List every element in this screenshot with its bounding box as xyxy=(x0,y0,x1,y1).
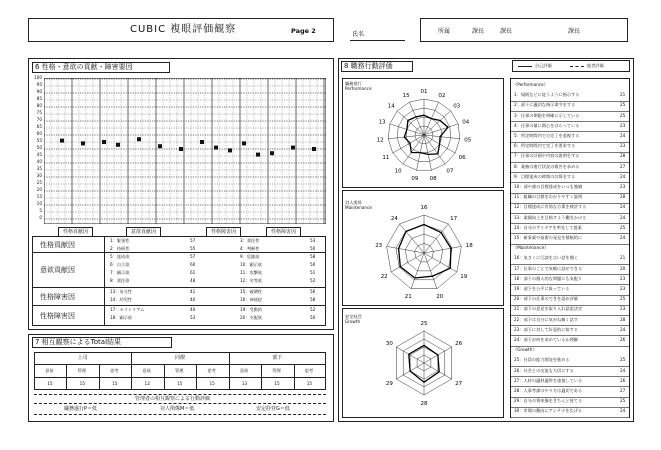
factor-item-score: 40 xyxy=(190,297,196,302)
y-tick: 85 xyxy=(36,96,42,101)
factor-item-name: 16：神経症 xyxy=(240,297,263,302)
factor-item-score: 50 xyxy=(310,246,316,251)
total-subhead: 思考 xyxy=(207,368,216,373)
radar-spoke xyxy=(424,246,461,253)
list-item-score: 26 xyxy=(620,337,626,342)
radar-axis-label: 07 xyxy=(446,168,454,175)
factor-group-label: 性格障害因 xyxy=(40,312,75,320)
list-item-score: 25 xyxy=(620,102,626,108)
foot-item-1: 職務遂行P＝低 xyxy=(64,406,98,412)
grid-score-mark xyxy=(102,140,106,144)
total-value: 12 xyxy=(144,381,150,386)
grid-score-mark xyxy=(81,141,85,145)
list-item: 12：目標達成に有効な方策を検討する xyxy=(514,204,587,210)
total-table-divider xyxy=(229,352,230,390)
radar-axis-label: 10 xyxy=(394,168,402,175)
group-label-1: 性格貢献因 xyxy=(58,227,93,237)
factor-item-name: 17：セラトリアム xyxy=(110,307,145,312)
radar-axis-label: 08 xyxy=(429,176,437,182)
meta-label-2: 課長 xyxy=(472,28,485,35)
y-tick: 45 xyxy=(36,152,42,157)
radar-spoke xyxy=(424,253,457,272)
radar-axis-label: 18 xyxy=(465,243,473,249)
radar-spoke xyxy=(424,111,451,135)
y-tick: 75 xyxy=(36,110,42,115)
radar-axis-label: 25 xyxy=(420,321,428,327)
total-value: 15 xyxy=(47,381,53,386)
section7-title: 7 相互観察によるTotal結果 xyxy=(35,338,122,346)
total-table-divider xyxy=(131,352,132,390)
total-value: 15 xyxy=(79,381,85,386)
factor-item-name: 6：自立欲 xyxy=(110,262,130,267)
factor-item-score: 53 xyxy=(310,238,316,243)
radar-3-name: 安定経営 xyxy=(345,314,362,319)
total-table-subdivider xyxy=(99,364,100,390)
factor-item-score: 61 xyxy=(190,270,196,275)
list-item: 24：部下が何を求めているか理解 xyxy=(514,337,578,342)
factor-item-name: 4：判断性 xyxy=(240,246,260,251)
list-item: 26：社会との交流も大切にする xyxy=(514,367,574,373)
list-item-score: 23 xyxy=(620,184,626,189)
group-label-4: 性格障害因 xyxy=(266,227,301,237)
list-item: 5：所定時間内での完了を重視する xyxy=(514,133,580,138)
y-tick: 10 xyxy=(36,201,42,206)
grid-border xyxy=(44,78,326,224)
radar-1-sub: Performance xyxy=(345,86,372,91)
factor-group-label: 性格貢献因 xyxy=(40,240,75,249)
list-item-score: 25 xyxy=(620,224,626,230)
list-item: 1：規則などに従うように指示する xyxy=(514,92,580,98)
list-item-score: 28 xyxy=(620,194,626,200)
list-item: 16：気さくに冗談を言い話を聞く xyxy=(514,255,578,261)
list-item: 25：社員の能力開発を進める xyxy=(514,357,570,363)
legend-other-line xyxy=(570,66,584,67)
radar-spoke xyxy=(397,111,424,135)
list-item: 18：部下の個人的な問題にも気配り xyxy=(514,275,583,281)
radar-axis-label: 06 xyxy=(458,155,466,161)
factor-group-label: 意欲貢献因 xyxy=(40,266,75,274)
list-item-score: 24 xyxy=(620,133,626,138)
y-tick: 100 xyxy=(34,75,42,80)
grid-score-mark xyxy=(256,153,260,157)
grid-score-mark xyxy=(60,139,64,143)
radar-axis-label: 17 xyxy=(450,215,458,222)
factor-row-sep-1 xyxy=(32,252,326,253)
total-subhead: 思考 xyxy=(304,368,314,373)
list-rule xyxy=(511,417,629,418)
y-tick: 20 xyxy=(36,187,42,192)
meta-label-4: 課長 xyxy=(568,28,581,35)
list-item: 23：部下に対して好意的に接する xyxy=(514,326,578,332)
total-subhead: 思考 xyxy=(110,368,119,373)
total-subhead: 管理 xyxy=(77,368,87,373)
total-table-subdivider xyxy=(164,364,165,390)
radar-axis-label: 22 xyxy=(380,274,388,280)
radar-3-sub: Growth xyxy=(345,319,361,324)
grid-score-mark xyxy=(228,148,232,152)
radar-axis-label: 20 xyxy=(436,294,444,301)
grid-score-mark xyxy=(312,147,316,151)
factor-item-name: 5：達成欲 xyxy=(110,254,130,259)
y-tick: 0 xyxy=(39,215,42,220)
list-item: 3：仕事の期限を明確に示している xyxy=(514,112,580,118)
y-tick: 70 xyxy=(36,117,42,122)
y-tick: 90 xyxy=(36,89,42,94)
legend-self: 自己評価 xyxy=(535,63,552,68)
header-rule xyxy=(350,40,405,41)
factor-item-name: 19：受動的 xyxy=(240,307,263,312)
list-item: 28：人事考課のやり方は適切である xyxy=(514,388,583,393)
list-item-score: 24 xyxy=(620,235,626,240)
factor-item-score: 50 xyxy=(310,262,316,267)
meta-label-1: 所属 xyxy=(438,28,451,35)
total-table-rule xyxy=(34,377,326,378)
list-item-score: 23 xyxy=(620,286,626,291)
factor-item-name: 9：危険欲 xyxy=(240,254,260,259)
list-item: 30：市場の動向にアンテナを広げる xyxy=(514,408,582,414)
list-item-score: 23 xyxy=(620,143,626,149)
list-item-score: 24 xyxy=(620,408,626,414)
list-item: 27：人材の適材適所を重視している xyxy=(514,377,583,383)
section6-grid xyxy=(44,78,326,224)
factor-item-name: 8：責任欲 xyxy=(110,278,130,283)
factor-item-name: 3：責任性 xyxy=(240,238,260,243)
factor-item-name: 10：顕示欲 xyxy=(240,262,263,267)
factor-item-name: 7：顕示欲 xyxy=(110,270,130,275)
factor-item-score: 40 xyxy=(190,307,196,312)
radar-2-name: 対人関係 xyxy=(345,200,362,205)
list-item-score: 24 xyxy=(620,173,626,179)
radar-spoke xyxy=(387,246,424,253)
y-tick: 5 xyxy=(39,208,42,213)
meta-box xyxy=(420,18,628,42)
radar-axis-label: 13 xyxy=(378,119,386,126)
radar-axis-label: 15 xyxy=(402,92,410,99)
total-subhead: 意欲 xyxy=(45,368,54,373)
grid-score-mark xyxy=(291,146,295,150)
list-item-score: 24 xyxy=(620,367,626,373)
list-item: 4：仕事の量に関心をはらっている xyxy=(514,122,580,128)
radar-axis-label: 05 xyxy=(464,137,472,144)
list-item: 22：部下は自分に気がね無く話す xyxy=(514,316,578,322)
list-item-score: 23 xyxy=(620,275,626,281)
list-item: 21：部下の意見を取り入れ意思決定 xyxy=(514,306,583,312)
total-subhead: 管理 xyxy=(272,368,281,373)
total-table-subdivider xyxy=(294,364,295,390)
radar-2-sub: Maintenance xyxy=(345,205,372,210)
factor-item-score: 52 xyxy=(310,307,316,312)
radar-axis-label: 27 xyxy=(455,381,463,387)
factor-item-name: 20：支配欲 xyxy=(240,315,263,320)
foot-item-2: 対人関係M＝低 xyxy=(160,406,195,412)
radar-axis-label: 03 xyxy=(453,103,461,110)
page-number: Page 2 xyxy=(291,27,316,35)
total-group-head: 上司 xyxy=(77,355,88,361)
list-section-head: 《Performance》 xyxy=(513,82,548,87)
total-table-subdivider xyxy=(261,364,262,390)
total-table-subdivider xyxy=(196,364,197,390)
section7-foot-title: 管理者の相互観察による行動評価 xyxy=(135,396,211,402)
group-label-3: 性格障害因 xyxy=(206,227,241,237)
radar-axis-label: 02 xyxy=(438,92,446,99)
list-item-score: 24 xyxy=(620,326,626,332)
factor-table-divider xyxy=(104,236,105,326)
section7-dash-2 xyxy=(34,403,326,404)
list-section-head: 《Growth》 xyxy=(513,347,537,353)
factor-item-name: 11：攻撃欲 xyxy=(240,270,263,275)
group-label-2: 意欲貢献因 xyxy=(126,227,161,237)
radar-axis-label: 21 xyxy=(404,294,412,301)
factor-row-sep-3 xyxy=(32,305,326,306)
list-section-head: 《Maintenance》 xyxy=(513,245,549,251)
radar-axis-label: 12 xyxy=(376,137,384,144)
list-item: 20：部下の仕事のできを認め評価 xyxy=(514,296,578,302)
total-subhead: 管理 xyxy=(175,368,184,373)
y-tick: 15 xyxy=(36,194,42,199)
list-item-score: 25 xyxy=(620,357,626,363)
y-tick: 60 xyxy=(36,131,42,136)
factor-item-name: 18：顕示欲 xyxy=(110,315,133,320)
grid-score-mark xyxy=(242,141,246,145)
factor-table xyxy=(32,236,326,326)
list-item: 10：部や課の目標達成をいつも強調 xyxy=(514,184,583,189)
radar-axis-label: 16 xyxy=(420,205,428,211)
radar-axis-label: 29 xyxy=(385,381,393,387)
y-tick: 25 xyxy=(36,180,42,185)
list-item: 13：業績向上を目指すよう働きかける xyxy=(514,214,587,220)
factor-item-score: 52 xyxy=(310,278,316,283)
factor-item-score: 58 xyxy=(310,254,316,259)
grid-score-mark xyxy=(116,143,120,147)
y-tick: 40 xyxy=(36,159,42,164)
y-tick: 35 xyxy=(36,166,42,171)
y-tick: 80 xyxy=(36,103,42,108)
list-item-score: 24 xyxy=(620,204,626,210)
radar-axis-label: 01 xyxy=(420,89,428,95)
list-item-score: 26 xyxy=(620,377,626,383)
radar-axis-label: 30 xyxy=(385,341,393,347)
list-item: 14：自分のアイデアを率先して提案 xyxy=(514,224,582,230)
y-tick: 65 xyxy=(36,124,42,129)
list-item-score: 23 xyxy=(620,306,626,312)
factor-item-name: 2：持続性 xyxy=(110,246,130,251)
factor-item-score: 56 xyxy=(310,289,316,294)
factor-item-name: 1：緊張性 xyxy=(110,238,130,243)
grid-score-mark xyxy=(200,140,204,144)
radar-spoke xyxy=(391,253,424,272)
list-item-score: 25 xyxy=(620,398,626,404)
list-item-score: 21 xyxy=(620,255,626,261)
page-title: CUBIC 複眼評価観察 xyxy=(130,24,237,35)
y-tick: 95 xyxy=(36,82,42,87)
radar-spoke xyxy=(424,124,458,135)
list-item-score: 23 xyxy=(620,122,626,128)
list-item-score: 20 xyxy=(620,265,626,271)
factor-item-score: 51 xyxy=(310,270,316,275)
factor-item-name: 12：劣等欲 xyxy=(240,278,263,283)
radar-1-name: 職務遂行 xyxy=(345,81,362,86)
total-table-rule xyxy=(34,364,326,365)
list-item: 15：新事業や技術の発見を積極的に xyxy=(514,235,583,240)
radar-axis-label: 28 xyxy=(420,401,428,407)
grid-score-mark xyxy=(137,137,141,141)
list-item: 9：目標達成の時間の計算をする xyxy=(514,173,576,179)
total-value: 15 xyxy=(209,381,215,386)
radar-axis-label: 24 xyxy=(390,215,398,222)
list-item-score: 28 xyxy=(620,316,626,322)
factor-item-name: 14：幼児性 xyxy=(110,297,133,302)
list-item-score: 28 xyxy=(620,153,626,159)
factor-group-label: 性格障害因 xyxy=(40,292,75,301)
factor-item-score: 57 xyxy=(190,238,196,243)
y-tick: 30 xyxy=(36,173,42,178)
total-value: 15 xyxy=(177,381,183,386)
meta-label-3: 課長 xyxy=(500,28,513,35)
grid-score-mark xyxy=(214,146,218,150)
section6-title: 6 性格・意欲の貢献・障害要因 xyxy=(35,63,133,71)
grid-score-mark xyxy=(158,144,162,148)
legend-other: 他者評価 xyxy=(587,63,604,68)
radar-self-series xyxy=(404,115,448,154)
factor-item-score: 41 xyxy=(190,289,196,294)
total-value: 13 xyxy=(241,381,248,386)
list-item: 2：部下に適切な指示命令をする xyxy=(514,102,576,108)
total-group-head: 部下 xyxy=(272,355,283,361)
factor-item-score: 53 xyxy=(190,315,196,320)
factor-row-sep-2 xyxy=(32,287,326,288)
factor-item-score: 55 xyxy=(190,246,196,251)
section7-dash-3 xyxy=(34,414,326,415)
foot-item-3: 安定経営G＝低 xyxy=(256,406,290,412)
total-group-head: 同僚 xyxy=(175,355,186,361)
total-value: 15 xyxy=(112,381,118,386)
section7-dash-1 xyxy=(34,394,326,395)
list-item-score: 21 xyxy=(620,92,626,98)
list-item: 6：所定時間内で完了を要求する xyxy=(514,143,576,149)
list-item-score: 24 xyxy=(620,214,626,220)
list-item-score: 27 xyxy=(620,163,626,169)
total-value: 15 xyxy=(306,381,313,386)
grid-score-mark xyxy=(270,151,274,155)
radar-axis-label: 23 xyxy=(375,243,383,249)
factor-item-score: 58 xyxy=(310,297,316,302)
radar-axis-label: 04 xyxy=(462,119,470,126)
list-item: 19：部下を公平に扱っている xyxy=(514,286,570,291)
total-subhead: 意欲 xyxy=(142,368,151,373)
radar-axis-label: 14 xyxy=(387,103,395,110)
radar-axis-label: 19 xyxy=(460,274,468,280)
radar-axis-label: 26 xyxy=(455,341,463,347)
grid-score-mark xyxy=(179,147,183,151)
total-table-subdivider xyxy=(66,364,67,390)
list-item: 7：仕事の計画や内容の説明をする xyxy=(514,153,580,159)
list-item: 8：業務の進行状況の報告を求める xyxy=(514,163,580,169)
radar-charts xyxy=(342,78,504,418)
list-item-score: 25 xyxy=(620,112,626,118)
factor-item-score: 48 xyxy=(190,278,196,283)
y-tick: 50 xyxy=(36,145,42,150)
radar-axis-label: 09 xyxy=(411,176,419,182)
list-item-score: 27 xyxy=(620,388,626,393)
section8-title: 8 職務行動評価 xyxy=(344,62,393,70)
list-item: 11：組織の目標をわかりやすく説明 xyxy=(514,194,583,200)
radar-axis-label: 11 xyxy=(382,155,390,161)
y-tick: 55 xyxy=(36,138,42,143)
factor-item-score: 50 xyxy=(310,315,316,320)
total-value: 15 xyxy=(274,381,280,386)
factor-item-score: 57 xyxy=(190,254,196,259)
legend-self-line xyxy=(518,66,532,67)
factor-item-name: 15：破壊性 xyxy=(240,289,263,294)
factor-item-name: 13：気分性 xyxy=(110,289,133,294)
list-item: 17：仕事のことで気軽に話ができる xyxy=(514,265,583,271)
header-name-label: 氏名 xyxy=(352,31,365,38)
list-item-score: 25 xyxy=(620,296,626,302)
list-item: 29：自分の将来像をきちんと持てる xyxy=(514,398,583,404)
factor-item-score: 60 xyxy=(190,262,196,267)
total-subhead: 意欲 xyxy=(239,368,249,373)
